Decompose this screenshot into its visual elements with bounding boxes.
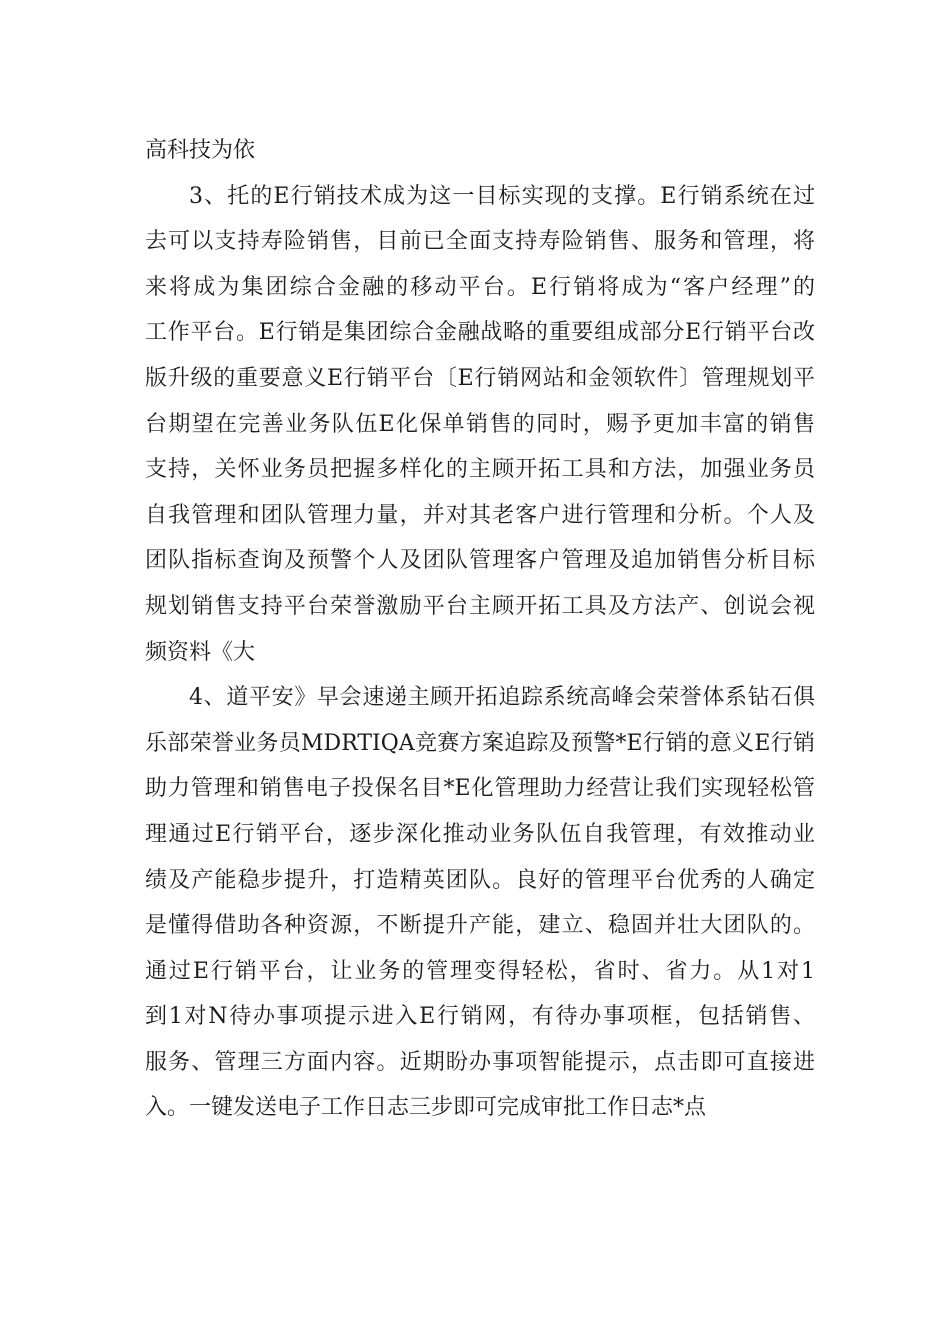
body-text (145, 128, 815, 1131)
text-line: 绩及产能稳步提升，打造精英团队。良好的管理平台优秀的人确定 (145, 867, 815, 893)
text-line: 服务、管理三方面内容。近期盼办事项智能提示，点击即可直接进 (145, 1049, 815, 1075)
text-line: 高科技为依 (145, 138, 256, 163)
text-line: 支持，关怀业务员把握多样化的主顾开拓工具和方法，加强业务员 (145, 457, 815, 483)
text-line: 团队指标查询及预警个人及团队管理客户管理及追加销售分析目标 (145, 548, 815, 574)
text-line: 工作平台。E行销是集团综合金融战略的重要组成部分E行销平台改 (145, 320, 815, 346)
text-line: 入。一键发送电子工作日志三步即可完成审批工作日志*点 (145, 1095, 707, 1121)
text-line: 到1对N待办事项提示进入E行销网，有待办事项框，包括销售、 (145, 1004, 815, 1030)
text-line: 乐部荣誉业务员MDRTIQA竞赛方案追踪及预警*E行销的意义E行销 (145, 730, 815, 756)
text-line: 3、托的E行销技术成为这一目标实现的支撑。E行销系统在过 (189, 183, 815, 209)
text-line: 理通过E行销平台，逐步深化推动业务队伍自我管理，有效推动业 (145, 821, 815, 847)
text-line: 助力管理和销售电子投保名目*E化管理助力经营让我们实现轻松管 (145, 776, 815, 802)
text-line: 通过E行销平台，让业务的管理变得轻松，省时、省力。从1对1 (145, 958, 815, 984)
text-line: 规划销售支持平台荣誉激励平台主顾开拓工具及方法产、创说会视 (145, 593, 815, 619)
text-line: 台期望在完善业务队伍E化保单销售的同时，赐予更加丰富的销售 (145, 411, 815, 437)
text-line: 版升级的重要意义E行销平台〔E行销网站和金领软件〕管理规划平 (145, 365, 815, 391)
text-line: 4、道平安》早会速递主顾开拓追踪系统高峰会荣誉体系钻石俱 (189, 685, 815, 711)
text-line: 是懂得借助各种资源，不断提升产能，建立、稳固并壮大团队的。 (145, 913, 815, 939)
text-line: 频资料《大 (145, 639, 256, 665)
text-line: 去可以支持寿险销售，目前已全面支持寿险销售、服务和管理，将 (145, 229, 815, 255)
text-line: 来将成为集团综合金融的移动平台。E行销将成为“客户经理”的 (145, 274, 815, 300)
text-line: 自我管理和团队管理力量，并对其老客户进行管理和分析。个人及 (145, 502, 815, 528)
